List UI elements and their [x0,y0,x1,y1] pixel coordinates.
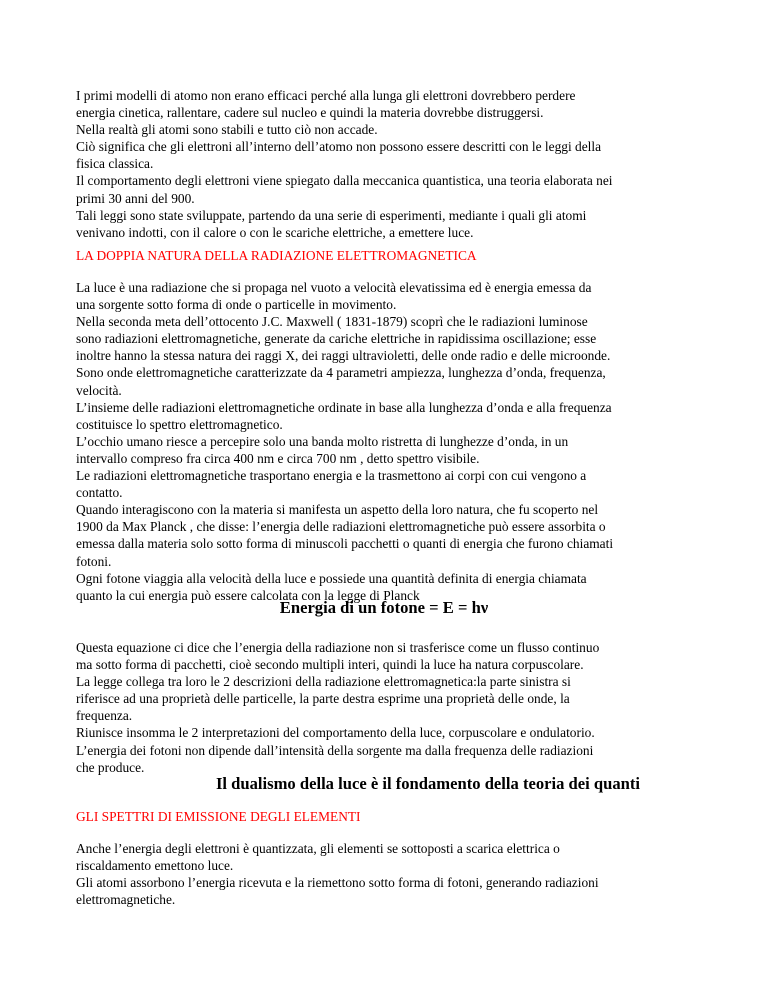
text-line: Questa equazione ci dice che l’energia della radiazione non si trasferisce come un flusso continuo [76,640,600,655]
text-line: emessa dalla materia solo sotto forma di minuscoli pacchetti o quanti di energia che furono chiamati [76,536,614,552]
text-line: Il comportamento degli elettroni viene spiegato dalla meccanica quantistica, una teoria elaborata nei [76,173,613,189]
text-line: riscaldamento emettono luce. [76,858,234,874]
text-line: L’insieme delle radiazioni elettromagnetiche ordinate in base alla lunghezza d’onda e alla frequenza [76,399,612,415]
text-line: Sono onde elettromagnetiche caratterizzate da 4 parametri ampiezza, lunghezza d’onda, frequenza, [76,365,606,381]
text-line: elettromagnetiche. [76,892,176,908]
text-line: La legge collega tra loro le 2 descrizioni della radiazione elettromagnetica:la parte sinistra si [76,674,571,690]
text-line: fotoni. [76,553,112,569]
section-heading-radiation: LA DOPPIA NATURA DELLA RADIAZIONE ELETTROMAGNETICA [76,248,477,263]
text-line: L’occhio umano riesce a percepire solo una banda molto ristretta di lunghezze d’onda, in un [76,433,569,449]
text-line: velocità. [76,382,122,398]
text-line: sono radiazioni elettromagnetiche, generate da cariche elettriche in rapidissima oscillazione; esse [76,331,597,347]
text-line: energia cinetica, rallentare, cadere sul nucleo e quindi la materia dovrebbe distruggersi. [76,105,544,121]
text-line: 1900 da Max Planck , che disse: l’energia delle radiazioni elettromagnetiche può essere assorbita o [76,519,606,535]
text-line: Ogni fotone viaggia alla velocità della luce e possiede una quantità definita di energia chiamata [76,570,587,586]
text-line: ma sotto forma di pacchetti, cioè secondo multipli interi, quindi la luce ha natura corpuscolare. [76,657,584,673]
text-line: intervallo compreso fra circa 400 nm e circa 700 nm , detto spettro visibile. [76,450,480,466]
text-line: Quando interagiscono con la materia si manifesta un aspetto della loro natura, che fu scoperto nel [76,502,599,518]
planck-formula: Energia di un fotone = E = hν [279,598,489,617]
text-line: una sorgente sotto forma di onde o particelle in movimento. [76,297,397,313]
text-line: Riunisce insomma le 2 interpretazioni del comportamento della luce, corpuscolare e ondulatorio. [76,725,595,741]
text-line: Gli atomi assorbono l’energia ricevuta e la riemettono sotto forma di fotoni, generando radiazioni [76,875,599,891]
equation-paragraph [76,639,706,776]
text-line: L’energia dei fotoni non dipende dall’intensità della sorgente ma dalla frequenza delle radiazioni [76,742,594,758]
text-line: La luce è una radiazione che si propaga nel vuoto a velocità elevatissima ed è energia emessa da [76,280,592,295]
text-line: riferisce ad una proprietà delle particelle, la parte destra esprime una proprietà delle onde, la [76,691,570,707]
text-line: Anche l’energia degli elettroni è quantizzata, gli elementi se sottoposti a scarica elettrica o [76,841,560,856]
text-line: primi 30 anni del 900. [76,190,195,206]
text-line: Nella seconda meta dell’ottocento J.C. Maxwell ( 1831-1879) scoprì che le radiazioni luminose [76,314,588,330]
text-line: quanto la cui energia può essere calcolata con la legge di Planck [76,587,420,603]
text-line: Ciò significa che gli elettroni all’interno dell’atomo non possono essere descritti con le leggi della [76,139,602,155]
text-line: contatto. [76,485,123,501]
text-line: Le radiazioni elettromagnetiche trasportano energia e la trasmettono ai corpi con cui vengono a [76,468,587,484]
text-line: fisica classica. [76,156,154,172]
dualism-statement: Il dualismo della luce è il fondamento della teoria dei quanti [215,774,641,793]
text-line: Nella realtà gli atomi sono stabili e tutto ciò non accade. [76,122,378,138]
text-line: frequenza. [76,708,133,724]
text-line: inoltre hanno la stessa natura dei raggi X, dei raggi ultravioletti, delle onde radio e delle microonde. [76,348,611,364]
section-heading-spectra: GLI SPETTRI DI EMISSIONE DEGLI ELEMENTI [76,809,361,824]
text-line: che produce. [76,759,145,775]
text-line: Tali leggi sono state sviluppate, partendo da una serie di esperimenti, mediante i quali gli atomi [76,207,587,223]
radiation-paragraph [76,279,706,604]
spectra-paragraph [76,840,706,908]
text-line: I primi modelli di atomo non erano efficaci perché alla lunga gli elettroni dovrebbero perdere [76,88,576,103]
text-line: venivano indotti, con il calore o con le scariche elettriche, a emettere luce. [76,224,474,240]
intro-paragraph [76,87,706,241]
text-line: costituisce lo spettro elettromagnetico. [76,416,283,432]
